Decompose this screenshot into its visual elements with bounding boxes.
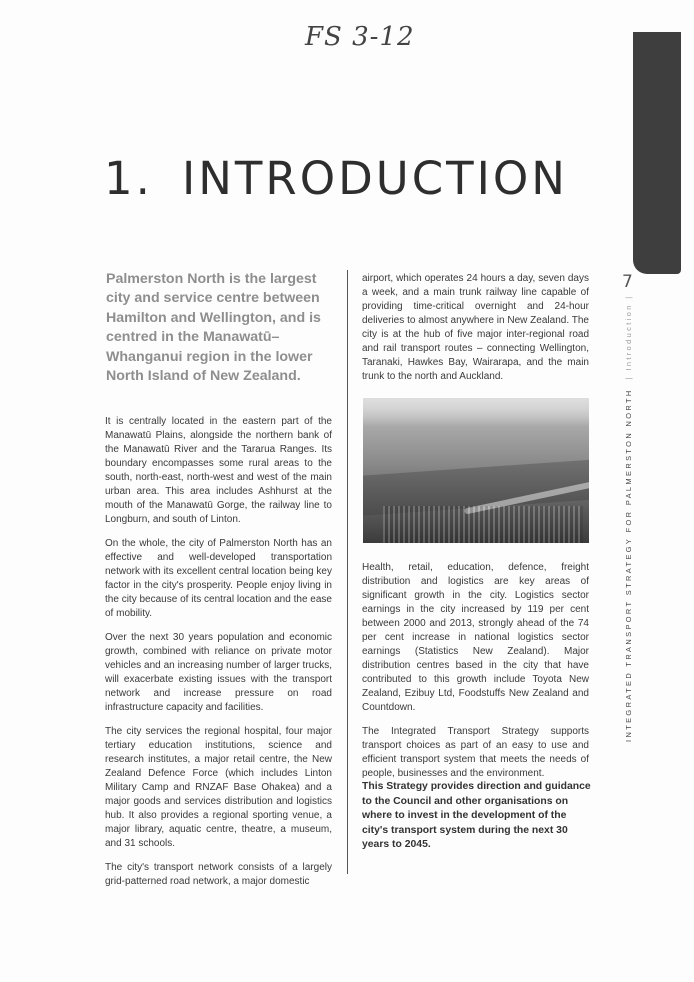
body-paragraph: It is centrally located in the eastern part of the Manawatū Plains, alongside the northern bank of the Manawatū River and the Tararua Ranges. Its boundary encompasses some rural areas to the south, north-east, north-west and west of the main urban area. This area includes Ashhurst at the mouth of the Manawatū Gorge, the railway line to Longburn, and south of Linton. [105, 416, 332, 525]
left-column [105, 415, 332, 899]
page-number: 7 [622, 272, 633, 292]
page-title [104, 152, 568, 205]
body-paragraph: The Integrated Transport Strategy supports transport choices as part of an easy to use and efficient transport system that meets the needs of people, businesses and the environment. [362, 726, 589, 779]
body-paragraph: Over the next 30 years population and economic growth, combined with reliance on private motor vehicles and an increasing number of larger trucks, will exacerbate existing issues with the transport network and increase pressure on road infrastructure capacity and facilities. [105, 632, 332, 713]
aerial-city-photo [363, 398, 589, 543]
side-running-title [624, 294, 633, 742]
column-divider [347, 270, 348, 874]
section-title: INTRODUCTION [182, 152, 568, 205]
photo-sky [363, 398, 589, 426]
side-section: | Introduction | [624, 294, 633, 380]
section-tab [633, 32, 681, 274]
body-paragraph: Health, retail, education, defence, freight distribution and logistics are key areas of significant growth in the city. Logistics sector earnings in the city increased by 119 per cent between 2000 and 2013, strongly ahead of the 74 per cent increase in national logistics sector earnings (Statistics New Zealand). Major distribution centres based in the city that have contributed to this growth include Toyota New Zealand, Ezibuy Ltd, Foodstuffs New Zealand and Countdown. [362, 562, 589, 713]
handwritten-note: FS 3-12 [305, 22, 415, 52]
body-paragraph: The city services the regional hospital, four major tertiary education institutions, science and research institutes, a major retail centre, the New Zealand Defence Force (which includes Linton Military Camp and RNZAF Base Ohakea) and a major goods and services distribution and logistics hub. It also provides a regional sporting venue, a major library, aquatic centre, theatre, a museum, and 31 schools. [105, 726, 332, 849]
photo-city [383, 506, 583, 543]
right-column-bottom [362, 561, 589, 791]
body-paragraph: On the whole, the city of Palmerston North has an effective and well-developed transportation network with its excellent central location being key factor in the city's prosperity. People enjoy living in the city because of its central location and the ease of mobility. [105, 538, 332, 619]
body-paragraph: airport, which operates 24 hours a day, seven days a week, and a main trunk railway line capable of providing time-critical overnight and 24-hour deliveries to almost anywhere in New Zealand. The city is at the hub of five major inter-regional road and rail transport routes – connecting Wellington, Taranaki, Hawkes Bay, Wairarapa, and the main trunk to the north and Auckland. [362, 273, 589, 382]
body-paragraph: The city's transport network consists of a largely grid-patterned road network, a major domestic [105, 862, 332, 887]
right-column-top [362, 272, 589, 394]
section-number: 1. [104, 152, 153, 205]
side-title: INTEGRATED TRANSPORT STRATEGY FOR PALMERSTON NORTH [624, 388, 633, 742]
closing-statement: This Strategy provides direction and guidance to the Council and other organisations on where to invest in the development of the city's transport system during the next 30 years to 2045. [362, 781, 591, 851]
lead-paragraph: Palmerston North is the largest city and service centre between Hamilton and Wellington, and is centred in the Manawatū–Whanganui region in the lower North Island of New Zealand. [106, 271, 321, 385]
